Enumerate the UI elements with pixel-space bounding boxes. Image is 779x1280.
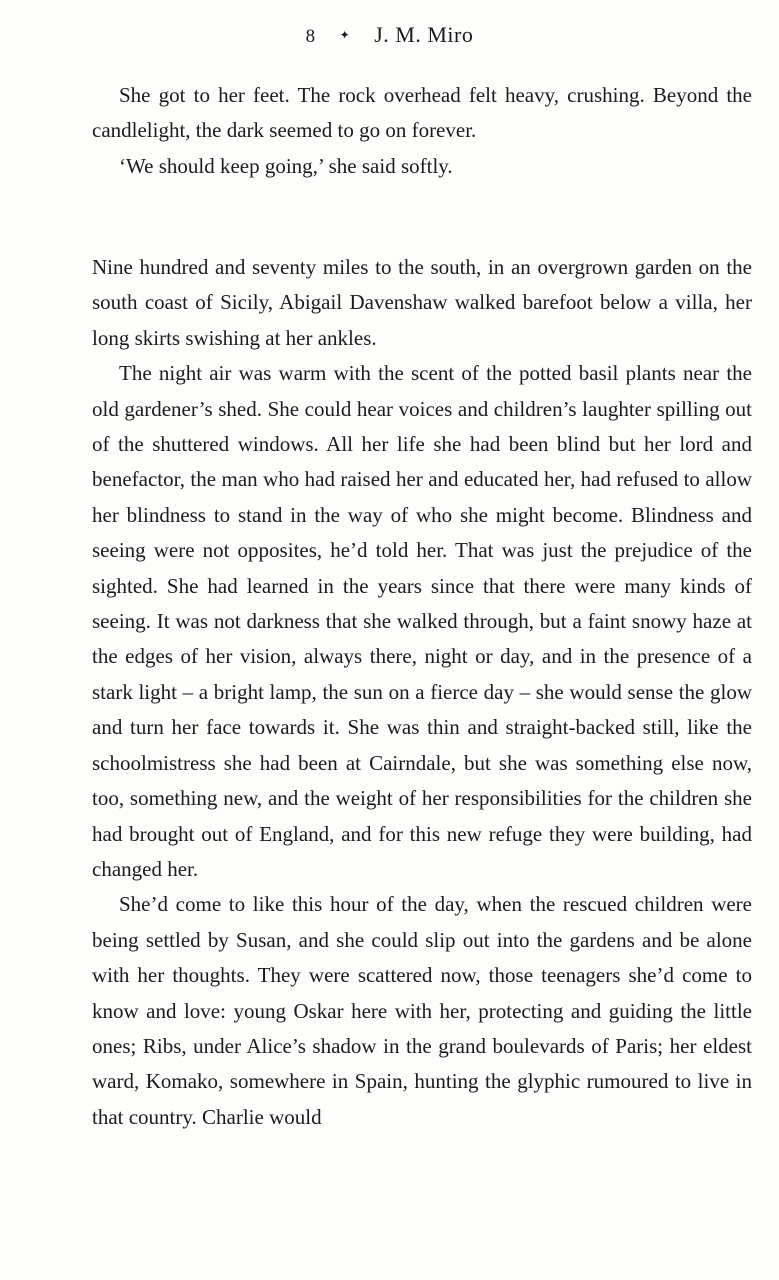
paragraph: The night air was warm with the scent of the potted basil plants near the old gardener’s shed. She could hear voices and children’s laughter spilling out of the shuttered windows. All her life she had been blind but her lord and benefactor, the man who had raised her and educated her, had refused to allow her blindness to stand in the way of who she might become. Blindness and seeing were not opposites, he’d told her. That was just the prejudice of the sighted. She had learned in the years since that there were many kinds of seeing. It was not darkness that she walked through, but a faint snowy haze at the edges of her vision, always there, night or day, and in the presence of a stark light – a bright lamp, the sun on a fierce day – she would sense the glow and turn her face towards it. She was thin and straight-backed still, like the schoolmistress she had been at Cairndale, but she was something else now, too, something new, and the weight of her responsibilities for the children she had brought out of England, and for this new refuge they were building, had changed her. [92, 361, 752, 881]
author-name: J. M. Miro [374, 22, 474, 47]
paragraph: She got to her feet. The rock overhead felt heavy, crushing. Beyond the candlelight, the dark seemed to go on forever. [92, 83, 752, 143]
running-header [0, 22, 779, 48]
paragraph: ‘We should keep going,’ she said softly. [119, 153, 453, 178]
paragraph: She’d come to like this hour of the day, when the rescued children were being settled by Susan, and she could slip out into the gardens and be alone with her thoughts. They were scattered now, those teenagers she’d come to know and love: young Oskar here with her, protecting and guiding the little ones; Ribs, under Alice’s shadow in the grand boulevards of Paris; her eldest ward, Komako, somewhere in Spain, hunting the glyphic rumoured to live in that country. Charlie would [92, 892, 752, 1129]
section-one [92, 78, 752, 184]
section-two [92, 250, 752, 1135]
page-number: 8 [305, 26, 316, 47]
header-separator-icon: ✦ [339, 28, 351, 42]
paragraph: Nine hundred and seventy miles to the south, in an overgrown garden on the south coast of Sicily, Abigail Davenshaw walked barefoot below a villa, her long skirts swishing at her ankles. [92, 255, 752, 350]
